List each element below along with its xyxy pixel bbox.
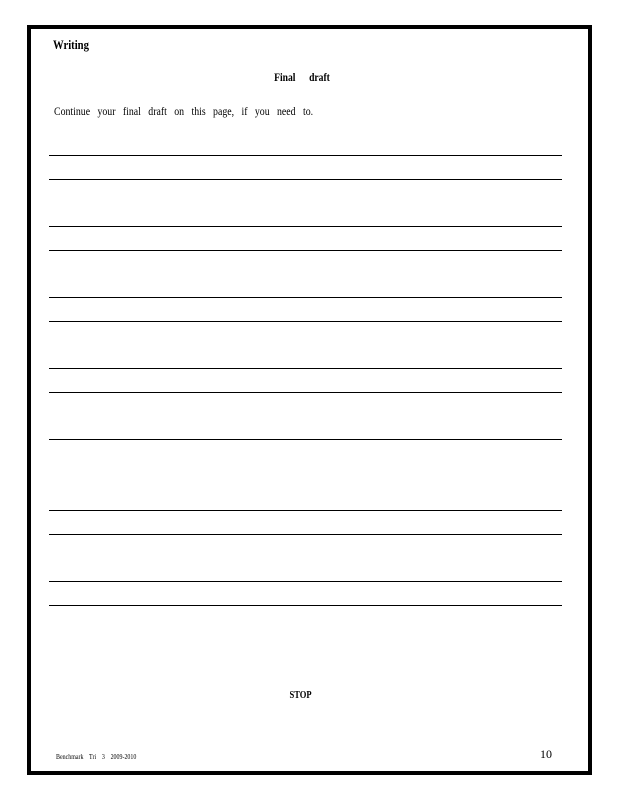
footer-benchmark-text: Benchmark Tri 3 2009-2010: [56, 753, 137, 761]
page-number: 10: [540, 747, 552, 761]
writing-line: [49, 368, 562, 369]
section-title: Writing: [53, 37, 89, 52]
writing-line: [49, 155, 562, 156]
writing-line: [49, 179, 562, 180]
writing-line: [49, 226, 562, 227]
writing-line: [49, 581, 562, 582]
writing-line: [49, 534, 562, 535]
writing-line: [49, 321, 562, 322]
writing-line: [49, 510, 562, 511]
writing-line: [49, 250, 562, 251]
page-border: [27, 25, 592, 775]
page-heading: Final draft: [274, 70, 330, 84]
stop-label: STOP: [289, 690, 312, 701]
writing-line: [49, 297, 562, 298]
writing-line: [49, 605, 562, 606]
instructions-text: Continue your final draft on this page, if you need to.: [54, 104, 314, 118]
writing-line: [49, 392, 562, 393]
writing-line: [49, 439, 562, 440]
